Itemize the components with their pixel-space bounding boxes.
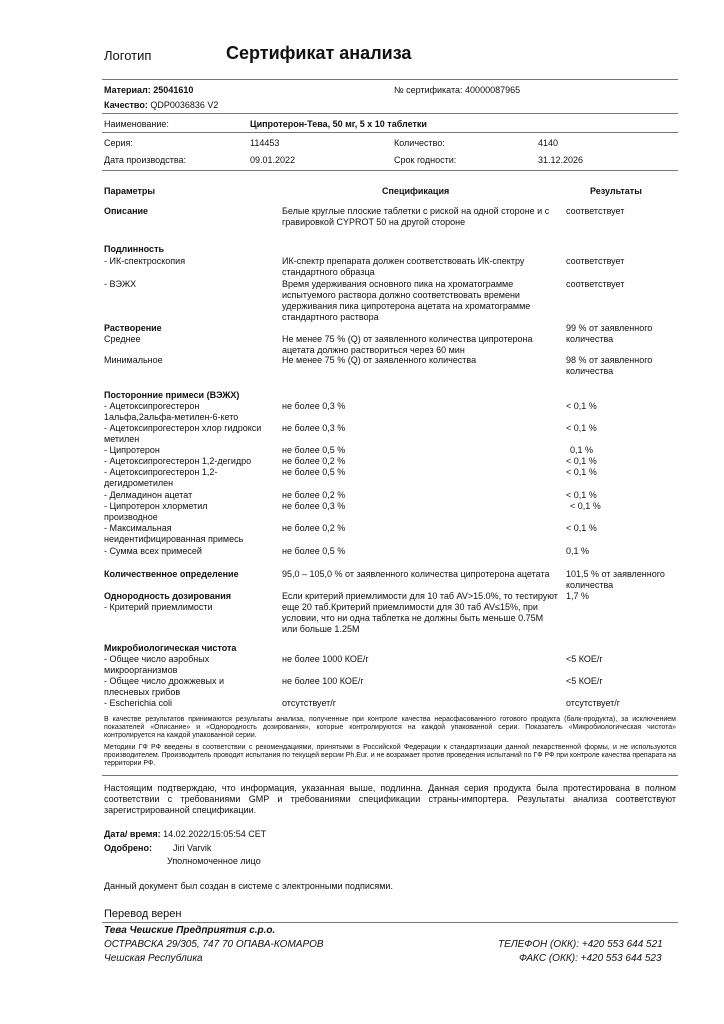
company-phone: ТЕЛЕФОН (ОКК): +420 553 644 521 bbox=[498, 939, 663, 950]
param-dissolution-min: Минимальное bbox=[104, 355, 163, 365]
param-impurity-8: - Максимальная неидентифицированная примесь bbox=[104, 523, 244, 544]
param-assay: Количественное определение bbox=[104, 569, 239, 579]
header-divider bbox=[102, 79, 678, 80]
column-header-spec: Спецификация bbox=[382, 186, 450, 196]
result-impurity-3: 0,1 % bbox=[570, 445, 594, 455]
param-impurity-5: - Ацетоксипрогестерон 1,2-дегидрометилен bbox=[104, 467, 218, 488]
divider bbox=[102, 170, 678, 171]
spec-impurity-3: не более 0,5 % bbox=[282, 445, 346, 455]
param-impurity-3: - Ципротерон bbox=[104, 445, 160, 455]
result-ir: соответствует bbox=[566, 256, 625, 266]
production-date-label: Дата производства: bbox=[104, 155, 187, 165]
note-methods: Методики ГФ РФ введены в соответствии с рекомендациями, принятыми в Российской Федерации к стандартизации данной лекарственной формы, и не используются производителем. Производитель проводит испытания по текущей версии Ph.Eur. и не возражает против проведения испытаний по ГФ РФ при контроле качества препарата на территории РФ. bbox=[104, 744, 676, 767]
section-impurities: Посторонние примеси (ВЭЖХ) bbox=[104, 390, 240, 400]
quality-field: Качество: QDP0036836 V2 bbox=[104, 100, 219, 110]
company-name: Тева Чешские Предприятия с.р.о. bbox=[104, 925, 276, 936]
quantity-value: 4140 bbox=[538, 138, 559, 148]
spec-micro-2: не более 100 КОЕ/г bbox=[282, 676, 364, 686]
spec-dissolution-min: Не менее 75 % (Q) от заявленного количества bbox=[282, 355, 477, 365]
spec-impurity-8: не более 0,2 % bbox=[282, 523, 346, 533]
translation-verified: Перевод верен bbox=[104, 908, 182, 920]
column-header-results: Результаты bbox=[590, 186, 642, 196]
company-country: Чешская Республика bbox=[104, 953, 203, 964]
certificate-number: № сертификата: 40000087965 bbox=[394, 85, 521, 95]
param-micro-2: - Общее число дрожжевых и плесневых грибов bbox=[104, 676, 225, 697]
expiry-label: Срок годности: bbox=[394, 155, 457, 165]
quantity-label: Количество: bbox=[394, 138, 445, 148]
spec-impurity-2: не более 0,3 % bbox=[282, 423, 346, 433]
param-impurity-total: - Сумма всех примесей bbox=[104, 546, 202, 556]
approver-name: Jiri Varvik bbox=[173, 843, 212, 853]
expiry-value: 31.12.2026 bbox=[538, 155, 584, 165]
electronic-signature-note: Данный документ был создан в системе с электронными подписями. bbox=[104, 881, 393, 891]
divider bbox=[102, 132, 678, 133]
spec-impurity-1: не более 0,3 % bbox=[282, 401, 346, 411]
result-impurity-4: < 0,1 % bbox=[566, 456, 597, 466]
series-value: 114453 bbox=[250, 138, 280, 148]
section-dissolution: Растворение bbox=[104, 323, 162, 333]
param-micro-1: - Общее число аэробных микроорганизмов bbox=[104, 654, 210, 675]
spec-description: Белые круглые плоские таблетки с риской на одной стороне и с гравировкой CYPROT 50 на другой стороне bbox=[282, 206, 550, 227]
result-impurity-6: < 0,1 % bbox=[566, 490, 597, 500]
result-impurity-1: < 0,1 % bbox=[566, 401, 597, 411]
spec-uniformity: Если критерий приемлимости для 10 таб AV>15.0%, то тестируют еще 20 таб.Критерий приемлимости для 30 таб AV≤15%, при условии, что ни одна таблетка не должны быть меньше 0.75M или больше 1.25M bbox=[282, 591, 558, 634]
footer-divider bbox=[102, 922, 678, 923]
section-microbiology: Микробиологическая чистота bbox=[104, 643, 237, 653]
signature-date: Дата/ время: 14.02.2022/15:05:54 CET bbox=[104, 829, 267, 839]
column-header-params: Параметры bbox=[104, 186, 156, 196]
param-impurity-2: - Ацетоксипрогестерон хлор гидрокси метилен bbox=[104, 423, 262, 444]
company-address: ОСТРАВСКА 29/305, 747 70 ОПАВА-КОМАРОВ bbox=[104, 939, 324, 950]
result-impurity-5: < 0,1 % bbox=[566, 467, 597, 477]
result-micro-1: <5 КОЕ/г bbox=[566, 654, 603, 664]
param-description: Описание bbox=[104, 206, 149, 216]
result-impurity-2: < 0,1 % bbox=[566, 423, 597, 433]
spec-ir: ИК-спектр препарата должен соответствовать ИК-спектру стандартного образца bbox=[282, 256, 525, 277]
result-description: соответствует bbox=[566, 206, 625, 216]
result-impurity-7: < 0,1 % bbox=[570, 501, 601, 511]
name-label: Наименование: bbox=[104, 119, 169, 129]
result-dissolution-min: 98 % от заявленного количества bbox=[566, 355, 653, 376]
result-assay: 101,5 % от заявленного количества bbox=[566, 569, 665, 590]
result-micro-2: <5 КОЕ/г bbox=[566, 676, 603, 686]
param-hplc: - ВЭЖХ bbox=[104, 279, 137, 289]
spec-impurity-7: не более 0,3 % bbox=[282, 501, 346, 511]
divider bbox=[102, 113, 678, 114]
spec-hplc: Время удерживания основного пика на хроматограмме испытуемого раствора должно соответствовать времени удерживания пика ципротерона ацетата на хроматограмме стандартного раствора bbox=[282, 279, 531, 322]
name-value: Ципротерон-Тева, 50 мг, 5 x 10 таблетки bbox=[250, 119, 427, 129]
result-dissolution-average: 99 % от заявленного количества bbox=[566, 323, 653, 344]
series-label: Серия: bbox=[104, 138, 133, 148]
param-impurity-4: - Ацетоксипрогестерон 1,2-дегидро bbox=[104, 456, 252, 466]
material-field: Материал: 25041610 bbox=[104, 85, 194, 95]
spec-impurity-4: не более 0,2 % bbox=[282, 456, 346, 466]
param-impurity-1: - Ацетоксипрогестерон 1альфа,2альфа-метилен-6-кето bbox=[104, 401, 239, 422]
result-impurity-8: < 0,1 % bbox=[566, 523, 597, 533]
company-fax: ФАКС (ОКК): +420 553 644 523 bbox=[519, 953, 662, 964]
logo-placeholder: Логотип bbox=[104, 48, 152, 63]
param-uniformity: - Критерий приемлимости bbox=[104, 602, 213, 612]
param-impurity-7: - Ципротерон хлорметил производное bbox=[104, 501, 208, 522]
spec-dissolution-average: Не менее 75 % (Q) от заявленного количества ципротерона ацетата должно раствориться через 60 мин bbox=[282, 334, 533, 355]
approver-role: Уполномоченное лицо bbox=[167, 856, 261, 866]
spec-micro-3: отсутствует/г bbox=[282, 698, 337, 708]
production-date-value: 09.01.2022 bbox=[250, 155, 296, 165]
section-uniformity: Однородность дозирования bbox=[104, 591, 232, 601]
spec-assay: 95,0 – 105,0 % от заявленного количества ципротерона ацетата bbox=[282, 569, 550, 579]
spec-impurity-6: не более 0,2 % bbox=[282, 490, 346, 500]
result-impurity-total: 0,1 % bbox=[566, 546, 590, 556]
result-uniformity: 1,7 % bbox=[566, 591, 590, 601]
result-hplc: соответствует bbox=[566, 279, 625, 289]
divider bbox=[102, 775, 678, 776]
document-title: Сертификат анализа bbox=[226, 43, 412, 63]
result-micro-3: отсутствует/г bbox=[566, 698, 621, 708]
approved-label: Одобрено: bbox=[104, 843, 152, 853]
spec-impurity-5: не более 0,5 % bbox=[282, 467, 346, 477]
note-results: В качестве результатов принимаются результаты анализа, полученные при контроле качества нерасфасованного готового продукта (балк-продукта), за исключением показателей «Описание» и «Однородность дозирования», которые контролируются на каждой упакованной серии. Показатель «Микробиологическая чистота» контролируется на каждой упакованной серии. bbox=[104, 716, 676, 739]
param-micro-3: - Escherichia coli bbox=[104, 698, 173, 708]
spec-impurity-total: не более 0,5 % bbox=[282, 546, 346, 556]
param-impurity-6: - Делмадинон ацетат bbox=[104, 490, 193, 500]
section-identity: Подлинность bbox=[104, 244, 165, 254]
spec-micro-1: не более 1000 КОЕ/г bbox=[282, 654, 369, 664]
param-dissolution-average: Среднее bbox=[104, 334, 141, 344]
param-ir: - ИК-спектроскопия bbox=[104, 256, 186, 266]
confirmation-statement: Настоящим подтверждаю, что информация, указанная выше, подлинна. Данная серия продукта была протестирована в полном соответствии с требованиями GMP и требованиями спецификации страны-импортера. Результаты анализа соответствуют зарегистрированной спецификации. bbox=[104, 783, 676, 815]
